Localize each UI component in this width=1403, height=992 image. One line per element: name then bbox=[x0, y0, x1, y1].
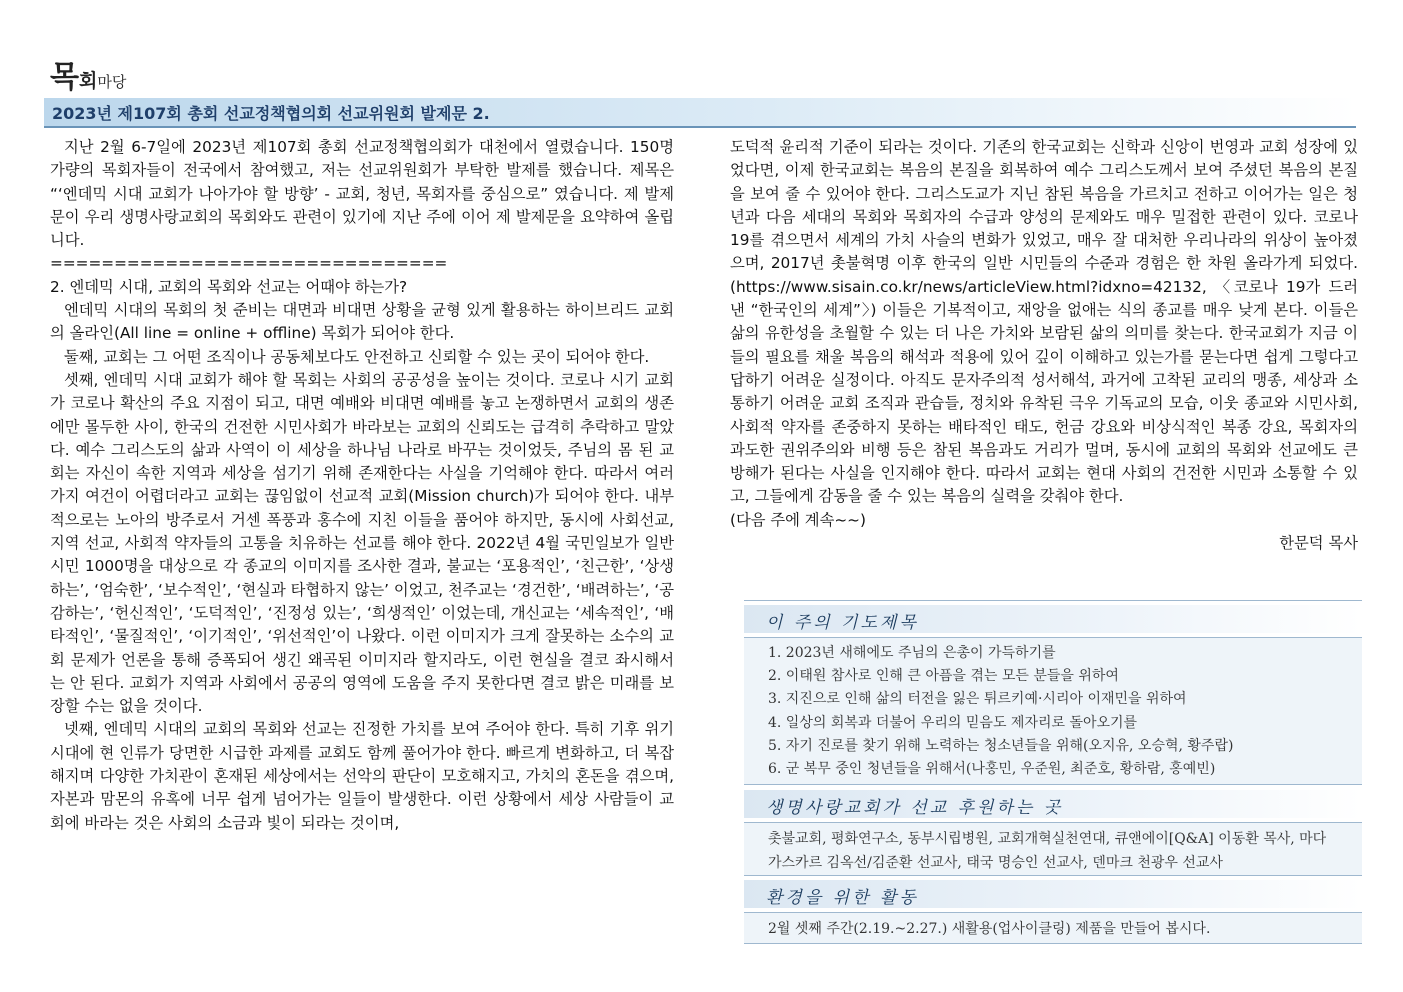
section-logo bbox=[50, 52, 127, 95]
section-heading: 2. 엔데믹 시대, 교회의 목회와 선교는 어때야 하는가? bbox=[50, 277, 408, 296]
environment-text: 2월 셋째 주간(2.19.~2.27.) 새활용(업사이클링) 제품을 만들어 봅시다. bbox=[768, 921, 1211, 937]
article-right-column bbox=[730, 136, 1358, 555]
page-title: 2023년 제107회 총회 선교정책협의회 선교위원회 발제문 2. bbox=[52, 104, 490, 123]
support-box-title bbox=[744, 790, 1362, 818]
article-paragraph: 엔데믹 시대의 목회의 첫 준비는 대면과 비대면 상황을 균형 있게 활용하는 하이브리드 교회의 올라인(All line = online + offline) 목회가 되어야 한다. bbox=[50, 301, 674, 343]
environment-box bbox=[744, 913, 1362, 944]
support-title: 생명사랑교회가 선교 후원하는 곳 bbox=[766, 798, 1064, 818]
prayer-title: 이 주의 기도제목 bbox=[766, 613, 919, 633]
prayer-item: 5. 자기 진로를 찾기 위해 노력하는 청소년들을 위해(오지유, 오승혁, 황주랍) bbox=[768, 737, 1234, 754]
separator-line bbox=[744, 600, 1362, 601]
article-paragraph: 넷째, 엔데믹 시대의 교회의 목회와 선교는 진정한 가치를 보여 주어야 한다. 특히 기후 위기 시대에 현 인류가 당면한 시급한 과제를 교회도 함께 풀어가야 한다. 빠르게 변화하고, 더 복잡해지며 다양한 가치관이 혼재된 세상에서는 선악의 판단이 모호해지고, 가치의 혼돈을 겪으며, 자본과 맘몬의 유혹에 너무 쉽게 넘어가는 일들이 발생한다. 이런 상황에서 세상 사람들이 교회에 바라는 것은 사회의 소금과 빛이 되라는 것이며, bbox=[50, 720, 674, 832]
article-paragraph: 셋째, 엔데믹 시대 교회가 해야 할 목회는 사회의 공공성을 높이는 것이다. 코로나 시기 교회가 코로나 확산의 주요 지점이 되고, 대면 예배와 비대면 예배를 놓고 논쟁하면서 교회의 생존에만 몰두한 사이, 한국의 건전한 시민사회가 바라보는 교회의 신뢰도는 급격히 추락하고 말았다. 예수 그리스도의 삶과 사역이 이 세상을 하나님 나라로 바꾸는 것이었듯, 주님의 몸 된 교회는 자신이 속한 지역과 세상을 섬기기 위해 존재한다는 사실을 기억해야 한다. 따라서 여러 가지 여건이 어렵더라고 교회는 끊임없이 선교적 교회(Mission church)가 되어야 한다. 내부적으로는 노아의 방주로서 거센 폭풍과 홍수에 지친 이들을 품어야 하지만, 동시에 사회선교, 지역 선교, 사회적 약자들의 고통을 치유하는 선교를 해야 한다. 2022년 4월 국민일보가 일반 시민 1000명을 대상으로 각 종교의 이미지를 조사한 결과, 불교는 ‘포용적인’, ‘친근한’, ‘상생하는’, ‘엄숙한’, ‘보수적인’, ‘현실과 타협하지 않는’ 이었고, 천주교는 ‘경건한’, ‘배려하는’, ‘공감하는’, ‘헌신적인’, ‘도덕적인’, ‘진정성 있는’, ‘희생적인’ 이었는데, 개신교는 ‘세속적인’, ‘배타적인’, ‘물질적인’, ‘이기적인’, ‘위선적인’이 나왔다. 이런 이미지가 크게 잘못하는 소수의 교회 문제가 언론을 통해 증폭되어 생긴 왜곡된 이미지라 할지라도, 이런 현실을 결코 좌시해서는 안 된다. 교회가 지역과 사회에서 공공의 영역에 도움을 주지 못한다면 결코 밝은 미래를 보장할 수는 없을 것이다. bbox=[50, 370, 674, 716]
environment-title: 환경을 위한 활동 bbox=[766, 888, 919, 908]
prayer-list-box bbox=[744, 638, 1362, 785]
support-text: 촛불교회, 평화연구소, 동부시립병원, 교회개혁실천연대, 큐앤에이[Q&A] 이동환 목사, 마다가스카르 김옥선/김준환 선교사, 태국 명승인 선교사, 덴마크 천광우 선교사 bbox=[768, 831, 1327, 871]
prayer-item: 4. 일상의 회복과 더불어 우리의 믿음도 제자리로 돌아오기를 bbox=[768, 714, 1138, 731]
continued-note: (다음 주에 계속~~) bbox=[730, 510, 866, 529]
prayer-box-title bbox=[744, 605, 1362, 633]
article-paragraph: 도덕적 윤리적 기준이 되라는 것이다. 기존의 한국교회는 신학과 신앙이 번영과 교회 성장에 있었다면, 이제 한국교회는 복음의 본질을 회복하여 예수 그리스도께서 보여 주셨던 복음의 본질을 보여 줄 수 있어야 한다. 그리스도교가 지닌 참된 복음을 가르치고 전하고 이어가는 일은 청년과 다음 세대의 목회와 목회자의 수급과 양성의 문제와도 매우 밀접한 관련이 있다. 코로나 19를 겪으면서 세계의 가치 사슬의 변화가 있었고, 매우 잘 대처한 우리나라의 위상이 높아졌으며, 2017년 촛불혁명 이후 한국의 일반 시민들의 수준과 경험은 한 차원 올라가게 되었다. (https://www.sisain.co.kr/news/articleView.html?idxno=42132, 〈코로나 19가 드러낸 “한국인의 세계”〉) 이들은 기복적이고, 재앙을 없애는 식의 종교를 매우 낮게 본다. 이들은 삶의 유한성을 초월할 수 있는 더 나은 가치와 보람된 삶의 의미를 찾는다. 한국교회가 지금 이들의 필요를 채울 복음의 해석과 적용에 있어 깊이 이해하고 있는가를 묻는다면 쉽게 그렇다고 답하기 어려운 실정이다. 아직도 문자주의적 성서해석, 과거에 고착된 교리의 맹종, 세상과 소통하기 어려운 교회 조직과 관습들, 정치와 유착된 극우 기독교의 모습, 이웃 종교와 시민사회, 사회적 약자를 존중하지 못하는 배타적인 태도, 헌금 강요와 비상식적인 복종 강요, 목회자의 과도한 권위주의와 비행 등은 참된 복음과도 거리가 멀며, 동시에 교회의 목회와 선교에도 큰 방해가 된다는 사실을 인지해야 한다. 따라서 교회는 현대 사회의 건전한 시민과 소통할 수 있고, 그들에게 감동을 줄 수 있는 복음의 실력을 갖춰야 한다. bbox=[730, 138, 1358, 506]
article-paragraph: 지난 2월 6-7일에 2023년 제107회 총회 선교정책협의회가 대천에서 열렸습니다. 150명 가량의 목회자들이 전국에서 참여했고, 저는 선교위원회가 부탁한 발제를 했습니다. 제목은 “‘엔데믹 시대 교회가 나아가야 할 방향’ - 교회, 청년, 목회자를 중심으로” 였습니다. 제 발제문이 우리 생명사랑교회의 목회와도 관련이 있기에 지난 주에 이어 제 발제문을 요약하여 올립니다. bbox=[50, 138, 674, 250]
author-signature: 한문덕 목사 bbox=[1279, 534, 1358, 553]
support-box bbox=[744, 823, 1362, 876]
title-bar bbox=[44, 98, 1356, 128]
logo-big-char: 목 bbox=[50, 60, 79, 95]
prayer-item: 1. 2023년 새해에도 주님의 은총이 가득하기를 bbox=[768, 645, 1056, 661]
prayer-item: 6. 군 복무 중인 청년들을 위해서(나홍민, 우준원, 최준호, 황하람, 홍예빈) bbox=[768, 761, 1216, 778]
logo-small-text: 마당 bbox=[97, 73, 127, 91]
prayer-item: 3. 지진으로 인해 삶의 터전을 잃은 튀르키예·시리아 이재민을 위하여 bbox=[768, 691, 1187, 708]
prayer-list bbox=[744, 638, 1362, 785]
prayer-item: 2. 이태원 참사로 인해 큰 아픔을 겪는 모든 분들을 위하여 bbox=[768, 668, 1119, 685]
article-left-column bbox=[50, 136, 674, 835]
article-paragraph: 둘째, 교회는 그 어떤 조직이나 공동체보다도 안전하고 신뢰할 수 있는 곳이 되어야 한다. bbox=[64, 347, 650, 366]
environment-box-title bbox=[744, 880, 1362, 908]
logo-mid-char: 회 bbox=[78, 70, 98, 92]
divider-line: =============================== bbox=[50, 254, 448, 273]
